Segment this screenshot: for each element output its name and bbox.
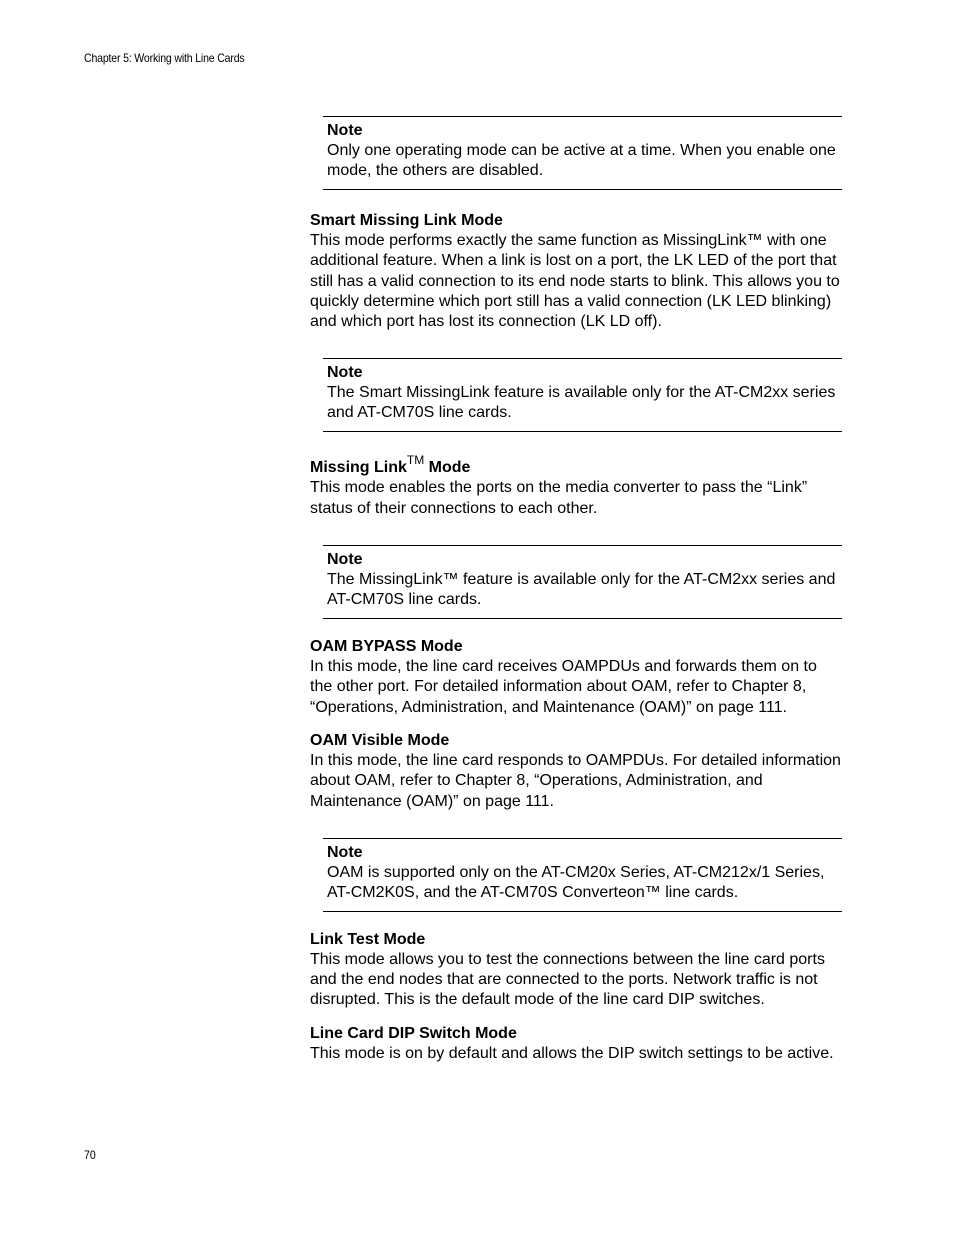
- para-link-test: This mode allows you to test the connections between the line card ports and the end nodes that are connected to the ports. Network traffic is not disrupted. This is the default mode of the line card DIP switches.: [310, 950, 825, 1009]
- note-label: Note: [327, 843, 363, 861]
- page-number: 70: [84, 1148, 96, 1162]
- heading-dip-switch: Line Card DIP Switch Mode: [310, 1024, 517, 1042]
- note-oam-support: [323, 838, 842, 912]
- page-content: [310, 116, 842, 1064]
- running-header: Chapter 5: Working with Line Cards: [84, 51, 245, 65]
- note-text: OAM is supported only on the AT-CM20x Series, AT-CM212x/1 Series, AT-CM2K0S, and the AT-CM70S Converteon™ line cards.: [327, 863, 825, 901]
- note-text: The Smart MissingLink feature is available only for the AT-CM2xx series and AT-CM70S line cards.: [327, 384, 836, 422]
- note-label: Note: [327, 364, 363, 382]
- note-label: Note: [327, 551, 363, 569]
- note-missinglink: [323, 545, 842, 619]
- heading-oam-bypass: OAM BYPASS Mode: [310, 638, 463, 656]
- heading-oam-visible: OAM Visible Mode: [310, 731, 450, 749]
- note-operating-mode: [323, 116, 842, 190]
- para-oam-bypass: In this mode, the line card receives OAMPDUs and forwards them on to the other port. For detailed information about OAM, refer to Chapter 8, “Operations, Administration, and Maintenance (OAM)” on page 111.: [310, 658, 817, 716]
- note-smart-missinglink: [323, 358, 842, 432]
- note-text: The MissingLink™ feature is available only for the AT-CM2xx series and AT-CM70S line cards.: [327, 571, 836, 609]
- para-dip-switch: This mode is on by default and allows the DIP switch settings to be active.: [310, 1044, 834, 1062]
- trademark-mark: TM: [406, 453, 425, 468]
- heading-link-test: Link Test Mode: [310, 930, 426, 948]
- heading-missing-link-post: Mode: [424, 459, 471, 477]
- heading-missing-link-pre: Missing Link: [310, 459, 407, 477]
- heading-smart-missing-link: Smart Missing Link Mode: [310, 212, 503, 229]
- para-smart-missing-link: This mode performs exactly the same function as MissingLink™ with one additional feature. When a link is lost on a port, the LK LED of the port that still has a valid connection to its end node starts to blink. This allows you to quickly determine which port still has a valid connection (LK LED blinking) and which port has lost its connection (LK LD off).: [310, 232, 840, 331]
- para-missing-link: This mode enables the ports on the media converter to pass the “Link” status of their connections to each other.: [310, 479, 808, 517]
- note-label: Note: [327, 122, 363, 139]
- para-oam-visible: In this mode, the line card responds to OAMPDUs. For detailed information about OAM, refer to Chapter 8, “Operations, Administration, and Maintenance (OAM)” on page 111.: [310, 751, 841, 810]
- heading-missing-link: [310, 453, 842, 478]
- note-text: Only one operating mode can be active at a time. When you enable one mode, the others are disabled.: [327, 142, 836, 179]
